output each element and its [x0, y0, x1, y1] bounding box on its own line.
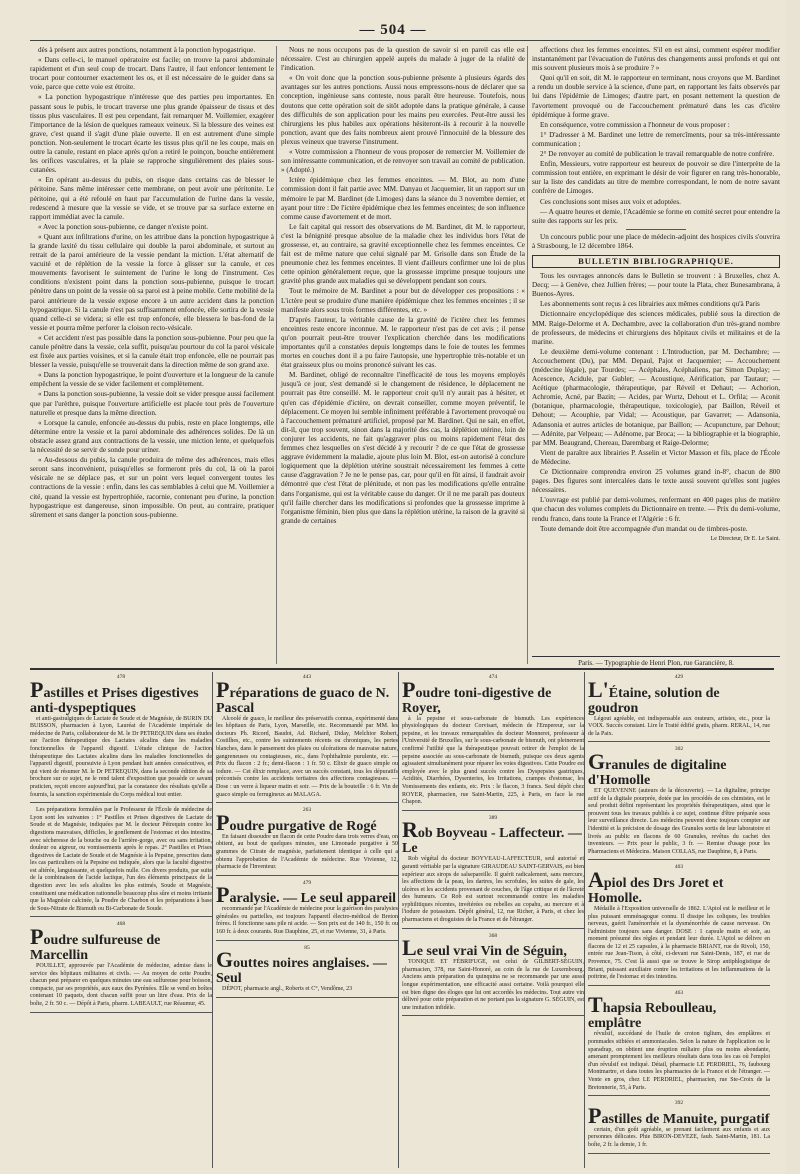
paragraph: Ce Dictionnaire comprendra environ 25 volumes grand in-8°, chacun de 800 pages. Des figures sont intercalées dans le texte aussi souvent qu'elles sont jugées nécessaires. [532, 468, 780, 495]
paragraph: D'après l'auteur, la véritable cause de la gravité de l'ictère chez les femmes enceintes reste encore inconnue. M. le rapporteur n'est pas de cet avis ; il pense qu'on pourrait peut-être trouver l'explication cherchée dans les modifications importantes qu'il a constatées depuis longtemps dans le foie de toutes les femmes mortes en couches dont il a pu faire l'autopsie, une hypertrophie très-notable et un état graisseux plus ou moins prononcé suivant les cas. [281, 315, 525, 370]
ad-body: Légout agréable, est indispensable aux orateurs, artistes, etc., pour la VOIX. Succès constant. Lire le Traité édifié gratis, pharm. RERAL, 14, rue de la Paix. [588, 715, 770, 737]
advertisement [402, 931, 584, 1017]
ad-body: Rob végétal du docteur BOYVEAU-LAFFECTEUR, seul autorisé et garanti véritable par la signature GIRAUDEAU SAINT-GERVAIS, est bien supérieur aux sirops de salsepareille. Il guérit radicalement, sans mercure, les affections de la peau, les dartres, les scrofules, les suites de gale, les ulcères et les accidents provenant de couches, de l'âge critique et de l'âcreté des humeurs. Ce Rob est surtout recommandé contre les maladies syphilitiques récentes, invétérées ou rebelles au copahu, au mercure et à l'iodure de potassium. Dépôt général, 12, rue Richer, à Paris, et chez les pharmaciens et droguistes de la France et de l'étranger. [402, 856, 584, 924]
ad-number: 443 [302, 674, 312, 680]
page-number: — 504 — [359, 22, 427, 38]
article-column-3 [532, 46, 780, 666]
paragraph: Quoi qu'il en soit, dit M. le rapporteur en terminant, nous croyons que M. Bardinet a rendu un double service à la science, d'une part, en rapportant les faits observés par lui dans l'épidémie de Limoges; d'autre part, en posant nettement la question de l'avortement provoqué ou de l'accouchement prématuré dans les cas d'ictère épidémique à forme grave. [532, 74, 780, 119]
paragraph: « En opérant au-dessus du pubis, on risque dans certains cas de blesser le péritoine. Sans même intéresser cette membrane, on peut avoir une péritonite. Le péritoine, qui a été refoulé en haut par l'accumulation de l'urine dans la vessie, redescend à mesure que la vessie se vide, et se trouve par sa surface externe en rapport immédiat avec la canule. [30, 176, 274, 221]
ad-headline: L'Étaine, solution de goudron [588, 676, 720, 716]
paragraph: En conséquence, votre commission a l'honneur de vous proposer : [540, 120, 730, 129]
paragraph: 1° D'adresser à M. Bardinet une lettre de remercîments, pour sa très-intéressante communication ; [532, 130, 780, 148]
ad-number: 368 [488, 932, 498, 939]
ad-number: 463 [674, 989, 684, 996]
ads-column-3 [402, 672, 584, 1168]
article-column-3-text [532, 46, 780, 226]
advertisement [216, 943, 398, 998]
ads-rule [212, 672, 213, 1168]
column-rule [527, 46, 528, 664]
ad-number: 389 [488, 814, 498, 821]
paragraph: Le deuxième demi-volume contenant : L'Introduction, par M. Dechambre; — Accouchement (Du), par MM. Depaul, Pajot et Jacquemier; — Accouchement (médecine légale), par Tourdes; — Acéphales, Acéphaliens, par Simon Duplay; — Acescence, Acidule, par Gubler; — Acoustique, Aérification, par Tautaur; — Acétique (pharmacologie, thérapeutique, par Réveil et Dehaut; — Achorion, Achromie, Acné, par Bazin; — Acides, par Wurtz, Dehout et L. Orfila; — Aconit (botanique, pharmacologie, thérapeutique, toxicologie), par Baillon, Réveil et Dehout; — Acouphie, par Vidal; — Acoustique, par Gavarret; — Adansonia, Adansonia et autres articles de botanique, par Baillon; — Acupuncture, par Dehout; — Adénite, par Velpeau; — Adénome, par Broca; — la bibliographie et la biographie, par MM. Beaugrand, Chereau, Darembarg et Raige-Delorme; [532, 347, 780, 447]
article-column-1 [30, 46, 274, 664]
ad-body: recommandé par l'Académie de médecine pour la guérison des paralysies générales ou partielles, est toujours l'appareil électro-médical de Breton frères. Il fonctionne sans pile ni acide. — Son prix est de 140 fr., 150 fr. ou 160 fr. à deux courants. Rue Dauphine, 25, et rue Vivienne, 31, à Paris. [216, 906, 398, 936]
advertisement [588, 744, 770, 860]
article-column-2 [281, 46, 525, 664]
ad-body: DÉPOT, pharmacie angl., Roberts et C°, Vendôme, 23 [222, 986, 353, 993]
ad-number: 479 [302, 879, 312, 886]
ad-body: Les préparations formulées par le Professeur de l'École de médecine de Lyon sont les suivantes : 1° Pastilles et Prises digestives de Lactate de Soude et de Magnésie, indiquées par M. le docteur Pétrequin contre les digestions mauvaises, difficiles, le gonflement de l'estomac et des intestins, avec sécheresse de la bouche ou de l'arrière-gorge, avec ou sans irritation, douleur ou aigreur, ou vomissements après le repas. 2° Pastilles et Prises digestives de Lactate de Soude et de Magnésie à la Pepsine, prescrites dans les cas particuliers où la Pepsine est indiquée, alors que la faculté digestive est altérée, languissante, et quelquefois nulle. Ces divers produits, par suite de la combinaison de l'acide lactique, l'un des éléments principaux de la digestion avec les sels alcalins les plus estimés, Soude et Magnésie, constituent une médication rationnelle beaucoup plus sûre et moins irritante que la Magnésie calcinée, la Poudre de Charbon et les préparations à base de Sous-Nitrate de Bismuth ou Bi-Carbonate de Soude. [30, 807, 212, 912]
paragraph: « Votre commission a l'honneur de vous proposer de remercier M. Voillemier de son intéressante communication, et de renvoyer son travail au comité de publication. » (Adopté.) [281, 148, 525, 175]
paragraph: 2° De renvoyer au comité de publication le travail remarquable de notre confrère. [540, 150, 775, 159]
ad-number: 478 [116, 674, 126, 680]
advertisement [216, 805, 398, 876]
ads-column-1 [30, 672, 212, 1168]
advertisement [30, 672, 212, 803]
paragraph: L'ouvrage est publié par demi-volumes, renfermant en 400 pages plus de matière que chacun des volumes complets du Dictionnaire en trente. — Prix du demi-volume, rendu franco, dans toute la France et l'Algérie : 6 fr. [532, 496, 780, 523]
ads-column-2 [216, 672, 398, 1168]
paragraph: « La ponction hypogastrique n'intéresse que des parties peu importantes. En passant sous le pubis, le trocart traverse une plus grande épaisseur de tissus et des tissus plus vasculaires. Il est peu cependant, fait remarquer M. Voillemier, exagérer l'importance de la lésion de quelques rameaux veineux. Si la blessure des veines est grave, c'est quand il s'agit d'une plaie ouverte. Il en est autrement d'une simple ponction. Non-seulement le trocart écarte les tissus plus qu'il ne les coupe, mais en outre la canule, restant en place après qu'on a retiré le poinçon, bouche entièrement les orifices vasculaires, et la plaie se rapproche singulièrement des plaies sous-cutanées. [30, 93, 274, 175]
separator [626, 229, 686, 230]
bulletin-title: BULLETIN BIBLIOGRAPHIQUE. [532, 255, 780, 268]
paragraph: Ces conclusions sont mises aux voix et adoptées. [540, 197, 681, 206]
ads-rule [584, 672, 585, 1168]
ad-headline: Apiol des Drs Joret et Homolle. [588, 866, 724, 906]
ad-number: 403 [674, 864, 684, 871]
advertisement [588, 672, 770, 742]
ad-number: 392 [674, 1100, 684, 1107]
concours-notice: Un concours public pour une place de médecin-adjoint des hospices civils s'ouvrira à Strasbourg, le 12 décembre 1864. [532, 232, 780, 250]
paragraph: « Avec la ponction sous-pubienne, ce danger n'existe point. [38, 222, 209, 231]
advertisement [588, 862, 770, 986]
paragraph: « Dans la ponction hypogastrique, le point d'ouverture et la longueur de la canule empêchent la vessie de se vider facilement et complètement. [30, 371, 274, 389]
ad-body: Alcoolé de guaco, le meilleur des préservatifs connus, expérimenté dans les hôpitaux de Paris, Lyon, Marseille, etc. Recommandé par MM. les docteurs Ph. Ricord, Baudot, Ad. Richard, Diday, Melchior Robert, Costilhes, etc., contre les suintements récents ou chroniques, les pertes blanches, dans le pansement des plaies ou ulcérations de mauvaise nature, gangreneuses ou contagieuses, etc., dans l'ophthalmie purulente, etc. — Prix du flacon : 2 fr.; demi-flacon : 1 fr. 50 c. Elixir de guaco simple ou iodure. — Cet élixir remplace, avec un succès constant, tous les dépuratifs préconisés contre les accidents tertiaires des affections contagieuses. — Dose : un verre à liqueur matin et soir. — Prix de la bouteille : 6 fr. Vin de guaco simple ou ferrugineux au MALAGA. [216, 715, 398, 798]
ad-headline: Le seul vrai Vin de Séguin, [402, 935, 567, 961]
ad-number: 429 [674, 674, 684, 680]
ad-number: 263 [302, 807, 312, 814]
advertisement [30, 805, 212, 917]
advertisement [402, 672, 584, 811]
paragraph: « Dans la ponction sous-pubienne, la vessie doit se vider presque aussi facilement que par l'urèthre, puisque l'ouverture artificielle est placée tout près de l'ouverture naturelle et presque dans la même direction. [30, 390, 274, 417]
ad-body: Médaille à l'Exposition universelle de 1862. L'Apiol est le meilleur et le plus puissant emménagogue connu. Il dissipe les coliques, les troubles nerveux, guérit l'aménorrhée et la dysménorrhée de cause nerveuse. On l'administre toujours sans danger. DOSE : 1 capsule matin et soir, au moment présumé des règles et pendant leur durée. L'Apiol se délivre en flacons de 12 et 25 capsules, à la pharmacie BRIANT, rue de Rivoli, 150, entrée rue Jean-Tison, à côté, ci-devant rue Saint-Denis, 187, et rue de Provence, 75. C'est là aussi que se trouve le Sirop antiphlogistique de Briant, puissant auxiliaire contre les irritations et les inflammations de la poitrine, de l'estomac et des intestins. [588, 905, 770, 981]
ad-headline: Gouttes noires anglaises. — Seul [216, 947, 387, 987]
ad-headline: Granules de digitaline d'Homolle [588, 748, 727, 788]
paragraph: dès à présent aux autres ponctions, notamment à la ponction hypogastrique. [38, 46, 256, 54]
gerant: Le Directeur, Dr E. Le Saint. [710, 535, 780, 542]
ad-headline: Poudre purgative de Rogé [216, 809, 377, 835]
paragraph: — A quatre heures et demie, l'Académie se forme en comité secret pour entendre la suite des rapports sur les prix. [532, 207, 780, 225]
ad-headline: Poudre toni-digestive de Royer, [402, 676, 552, 716]
advertisement [402, 813, 584, 929]
ad-number: 85 [304, 944, 310, 951]
paragraph: Le fait capital qui ressort des observations de M. Bardinet, dit M. le rapporteur, c'est la bénignité presque absolue de la maladie chez les individus hors l'état de grossesse, et, au contraire, sa gravité exceptionnelle chez les femmes enceintes. Ce fait est de même nature que celui signalé par M. Grisolle dans son Étude de la pneumonie chez les femmes enceintes. Il vient d'ailleurs confirmer une loi de plus cette opinion généralement reçue, que la grossesse imprime presque toujours une gravité plus grande aux maladies qui se développent pendant son cours. [281, 222, 525, 286]
paragraph: Enfin, Messieurs, votre rapporteur est heureux de pouvoir se dire l'interprète de la commission tout entière, en exprimant le désir de voir figurer en rang très-honorable, sur la liste des candidats au titre de membre correspondant, le nom de notre savant confrère de Limoges. [532, 160, 780, 196]
paragraph: Tout le mémoire de M. Bardinet a pour but de développer ces propositions : « L'ictère peut se produire d'une manière épidémique chez les femmes enceintes ; il se manifeste alors sous trois formes différentes, etc. » [281, 287, 525, 314]
ad-number: 302 [674, 746, 684, 753]
imprint: Paris. — Typographie de Henri Plon, rue Garancière, 8. [532, 656, 780, 667]
ad-number: 468 [116, 921, 126, 928]
paragraph: « Cet accident n'est pas possible dans la ponction sous-pubienne. Pour peu que la canule pénètre dans la vessie, cela suffit, puisqu'au pourtour du col la paroi vésicale est fixée aux parties voisines, et si la canule était trop enfoncée, elle ne pourrait pas blesser la vessie, puisqu'elle se trouverait dans la direction même de son grand axe. [30, 333, 274, 370]
advertisement-rule [30, 668, 774, 670]
ad-headline: Paralysie. — Le seul appareil [216, 882, 397, 908]
paragraph: Vient de paraître aux librairies P. Asselin et Victor Masson et fils, place de l'École de Médecine. [532, 448, 780, 466]
paragraph: affections chez les femmes enceintes. S'il en est ainsi, comment espérer modifier instantanément par l'évacuation de l'utérus des changements aussi profonds et qui ont mis souvent plusieurs mois à se produire ? » [532, 46, 780, 73]
ad-body: ET QUEVENNE (auteurs de la découverte). — La digitaline, principe actif de la digitale pourprée, dotée par les procédés de ces chimistes, est le seul produit défini représentant les propriétés thérapeutiques, ainsi que le prouvent tous les travaux publiés à ce sujet, continue d'être préparée sous leur surveillance directe. Les médecins peuvent donc toujours compter sur l'identité et la précision de dosage des Granules sortis de leur laboratoire et livrés au public en flacons de 60 Granules, revêtus du cachet des inventeurs. — Prix pour le public, 3 fr. — Remise d'usage pour les Pharmaciens et Médecins. Maison COLLAS, rue Dauphine, 8, à Paris. [588, 787, 770, 855]
ads-rule [398, 672, 399, 1168]
ad-body: et anti-gastralgiques de Lactate de Soude et de Magnésie, de BURIN DU BUISSON, pharmacien à Lyon, Lauréat de l'Académie impériale de médecine de Paris, collaborateur de M. le Dr PETREQUIN dans ses études sur l'action thérapeutique des Lactates alcalins dans les maladies fonctionnelles de l'appareil digestif. L'étude clinique de l'action thérapeutique des Lactates alcalins dans les maladies fonctionnelles de l'appareil digestif, poursuivie à Lyon pendant huit années consécutives, et qui vient de résumer M. le Dr PETREQUIN, dans la seconde édition de sa brochure sur ce sujet, ne le rend talent d'exposition que possède ce savant praticien, reçoit encore aujourd'hui, par la constance des résultats qu'elle a fournis, la sanction expérimentale du Corps médical tout entier. [30, 715, 212, 798]
ad-body: certain, d'un goût agréable, se prenant facilement aux enfants et aux personnes délicates. Phie BIRON-DEVEZE, faub. Saint-Martin, 181. La boîte, 2 fr. la demie, 1 fr. [588, 1126, 770, 1148]
paragraph: « Dans celle-ci, le manuel opératoire est facile; on trouve la paroi abdominale rapidement et d'un seul coup de trocart. Dans l'autre, il faut enfoncer lentement le trocart pour contourner exactement les os, et il est nécessaire de le guider dans sa voie, parce que cette voie est étroite. [30, 56, 274, 92]
paragraph: « Quant aux infiltrations d'urine, on les attribue dans la ponction hypogastrique à la grande laxité du tissu cellulaire qui double la paroi abdominale, et surtout au retrait de la paroi antérieure de la vessie pendant la miction. L'état alternatif de vacuité et de réplétion de la vessie la force à glisser sur la canule, et ces mouvements favorisent le suintement de l'urine le long de l'instrument. Ces conditions n'existent point dans la ponction sous-pubienne, puisque le trocart pénètre dans un point de la vessie où sa paroi est à peine mobile. Cette mobilité de la paroi antérieure de la vessie expose encore à un autre accident dans la ponction hypogastrique. Si la canule n'est pas suffisamment enfoncée, elle sortira de la vessie quand celle-ci se videra; si elle est trop enfoncée, elle blessera le bas-fond de la vessie et pourra même perforer la cloison recto-vésicale. [30, 232, 274, 332]
column-rule [276, 46, 277, 664]
ad-body: En faisant dissoudre un flacon de cette Poudre dans trois verres d'eau, on obtient, au bout de quelques minutes, une Limonade purgative à 50 grammes de Citrate de magnésie, parfaitement identique à celle qui a obtenu l'approbation de l'Académie de médecine. Rue Vivienne, 12, pharmacie de l'Inventeur. [216, 833, 398, 871]
ads-column-4 [588, 672, 770, 1168]
paragraph: « Au-dessous du pubis, la canule produira de même des adhérences, mais elles seront sans inconvénient, puisqu'elles se formeront près du col, là où la paroi vésicale ne se déplace pas, et sur un point vers lequel convergent toutes les contractions de la vessie : enfin, dans les cas semblables à celui que M. Voillemier a cité, quand la vessie est hypertrophiée, racornie, contenant peu d'urine, la ponction hypogastrique est dangereuse, sinon impossible. On peut, au contraire, pratiquer sûrement et sans danger la ponction sous-pubienne. [30, 456, 274, 519]
ad-headline: Thapsia Reboulleau, emplâtre [588, 992, 717, 1032]
advertisement [588, 988, 770, 1096]
paragraph: Tous les ouvrages annoncés dans le Bulletin se trouvent : à Bruxelles, chez A. Decq; — à Genève, chez Jullien frères; — pour toute la Plata, chez Bunesambrana, à Buenos-Ayres. [532, 272, 780, 299]
paragraph: Toute demande doit être accompagnée d'un mandat ou de timbres-poste. [540, 524, 748, 533]
ad-body: POUILLET, approuvée par l'Académie de médecine, admise dans le service des hôpitaux militaires et civils. — Au moyen de cette Poudre, chacun peut préparer en quelques minutes une eau sulfureuse pour boisson, compacte, par ses propriétés, aux eaux des Pyrénées. Elle se vend en boîtes contenant 10 paquets, dont chacun suffit pour un litre d'eau. Prix de la boîte, 2 fr. 50 c. — Dépôt à Paris, pharm. LABEAULT, rue Réaumur, 45. [30, 963, 212, 1007]
advertisement [216, 878, 398, 941]
ad-body: TONIQUE ET FÉBRIFUGE, est celui de GILBERT-SÉGUIN, pharmacien, 378, rue Saint-Honoré, au coin de la rue de Luxembourg. Anciens amis préparation du quinquina ne se recommande par une aussi longue expérimentation, une efficacité aussi certaine. Voilà pourquoi elle est bien digne des éloges que lui ont accordés les médecins. Tout autre vin délivré pour cette préparation et ne portant pas la signature G. SÉGUIN, est une imitation infidèle. [402, 959, 584, 1011]
advertisement [588, 1098, 770, 1153]
paragraph: Dictionnaire encyclopédique des sciences médicales, publié sous la direction de MM. Raige-Delorme et A. Dechambre, avec la collaboration d'un très-grand nombre de professeurs, de médecins et chirurgiens des hôpitaux civils et militaires et de la marine. [532, 310, 780, 346]
ad-number: 474 [488, 674, 498, 680]
ad-headline: Rob Boyveau - Laffecteur. — Le [402, 817, 582, 857]
ad-headline: Préparations de guaco de N. Pascal [216, 676, 390, 716]
ad-headline: Pastilles et Prises digestives anti-dyspeptiques [30, 676, 199, 716]
advertisement [216, 672, 398, 803]
paragraph: M. Bardinet, obligé de reconnaître l'inefficacité de tous les moyens employés jusqu'à ce jour, s'est demandé si le changement de résidence, le déplacement ne pourrait pas être conseillé. M. le rapporteur croit qu'il n'y aurait pas à hésiter, et qu'en cas d'épidémie d'ictère, on devrait conseiller, comme moyen préventif, le déplacement. Ce moyen lui semble infiniment préférable à l'avortement provoqué ou à l'accouchement prématuré artificiel, proposé par M. Bardinet. Qui ne sait, en effet, dit-il, que trop souvent, sinon dans la majorité des cas, la déplétion utérine, loin de conjurer les accidents, ne fait qu'aggraver plus ou moins rapidement l'état des femmes chez lesquelles on s'est décidé à y recourir ? de ce que l'état de grossesse aggrave évidemment la maladie, ajoute plus loin M. Blot, est-on autorisé à conclure logiquement que la déplétion utérine soustrait nécessairement les femmes à cette cause d'aggravation ? Je ne le pense pas, car, pour qu'il en fût ainsi, il faudrait avoir démontré que c'est l'état de plénitude, et non pas les modifications qu'elle entraîne dans l'organisme, qui est la véritable cause du danger. Or il ne me paraît pas douteux qu'il faille chercher dans les modifications si profondes que la grossesse imprime à l'organisme féminin, bien plus que dans la réplétion utérine, la raison de la gravité si grande de certaines [281, 371, 525, 525]
bulletin-bibliographique [532, 272, 780, 534]
ad-headline: Poudre sulfureuse de Marcellin [30, 924, 161, 964]
paragraph: « Lorsque la canule, enfoncée au-dessus du pubis, reste en place longtemps, elle détermine entre la vessie et la paroi abdominale des adhérences solides. De là un obstacle assez grand aux contractions de la vessie, une miction lente, et quelquefois la nécessité de se servir de sonde pour uriner. [30, 418, 274, 455]
ad-body: révulsif, succédané de l'huile de croton tiglium, des emplâtres et pommades stibiées et ammoniacales. Selon la nature de l'application ou le sparadrap, on obtient une éruption miliaire plus ou moins abondante, amenant promptement les meilleurs résultats dans tous les cas où l'emploi d'un révulsif est indiqué. Détail, pharmacie LE PERDRIEL, 76, faubourg Montmartre, et dans toutes les pharmacies de la France et de l'étranger. — Vente en gros, chez LE PERDRIEL, pharmacien, rue Ste-Croix de la Bretonnerie, 55, à Paris. [588, 1031, 770, 1091]
advertisement [30, 919, 212, 1012]
paragraph: « On voit donc que la ponction sous-pubienne présente à plusieurs égards des avantages sur les autres ponctions. Aussi nous empressons-nous de déclarer que sa conception, ingénieuse sans conteste, nous paraît être heureuse. Toutefois, nous doutons que cette opération soit de sitôt adoptée dans la pratique générale, à cause des difficultés de son application pour les mains peu exercées. Peut-être aussi les chirurgiens les plus habiles aux opérations hésiteront-ils à recourir à la nouvelle ponction, avant que des faits nombreux aient prouvé l'innocuité de la blessure des plexus veineux que traverse l'instrument. [281, 74, 525, 146]
paragraph: Ictère épidémique chez les femmes enceintes. — M. Blot, au nom d'une commission dont il fait partie avec MM. Danyau et Jacquemier, lit un rapport sur un mémoire le par M. Bardinet (de Limoges) dans la séance du 3 novembre dernier, et ayant pour titre : De l'ictère épidémique chez les femmes enceintes; de son influence comme cause d'avortement et de mort. [281, 176, 525, 221]
header-rule [30, 40, 770, 41]
ad-body: à la pepsine et sous-carbonate de bismuth. Les expériences physiologiques du docteur Corvisart, médecin de l'Empereur, sur la pepsine, et les travaux remarquables du docteur Monneret, professeur à l'Université de Bruxelles, sur le sous-carbonate de bismuth, ont pleinement confirmé l'utilité que la thérapeutique pouvait retirer de l'emploi de la pepsine associée au sous-carbonate de bismuth, puisque ces deux agents agissaient simultanément pour réparer les voies digestives. Cette Poudre est employée avec le plus grand succès contre les Dyspepsies gastriques, Acidités, Diarrhées, Dysenteries, les Irritations, crampes d'estomac, les Vomissements des enfants, etc. Prix : le flacon, 3 francs. Seul dépôt chez ROYER, pharmacien, rue Saint-Martin, 225, à Paris, en face la rue Chapon. [402, 715, 584, 806]
paragraph: Les abonnements sont reçus à ces librairies aux mêmes conditions qu'à Paris [540, 300, 760, 309]
paragraph: Nous ne nous occupons pas de la question de savoir si en pareil cas elle est nécessaire. C'est au chirurgien appelé auprès du malade à juger de la réalité de l'indication. [281, 46, 525, 73]
ad-headline: Pastilles de Manuite, purgatif [588, 1102, 770, 1128]
